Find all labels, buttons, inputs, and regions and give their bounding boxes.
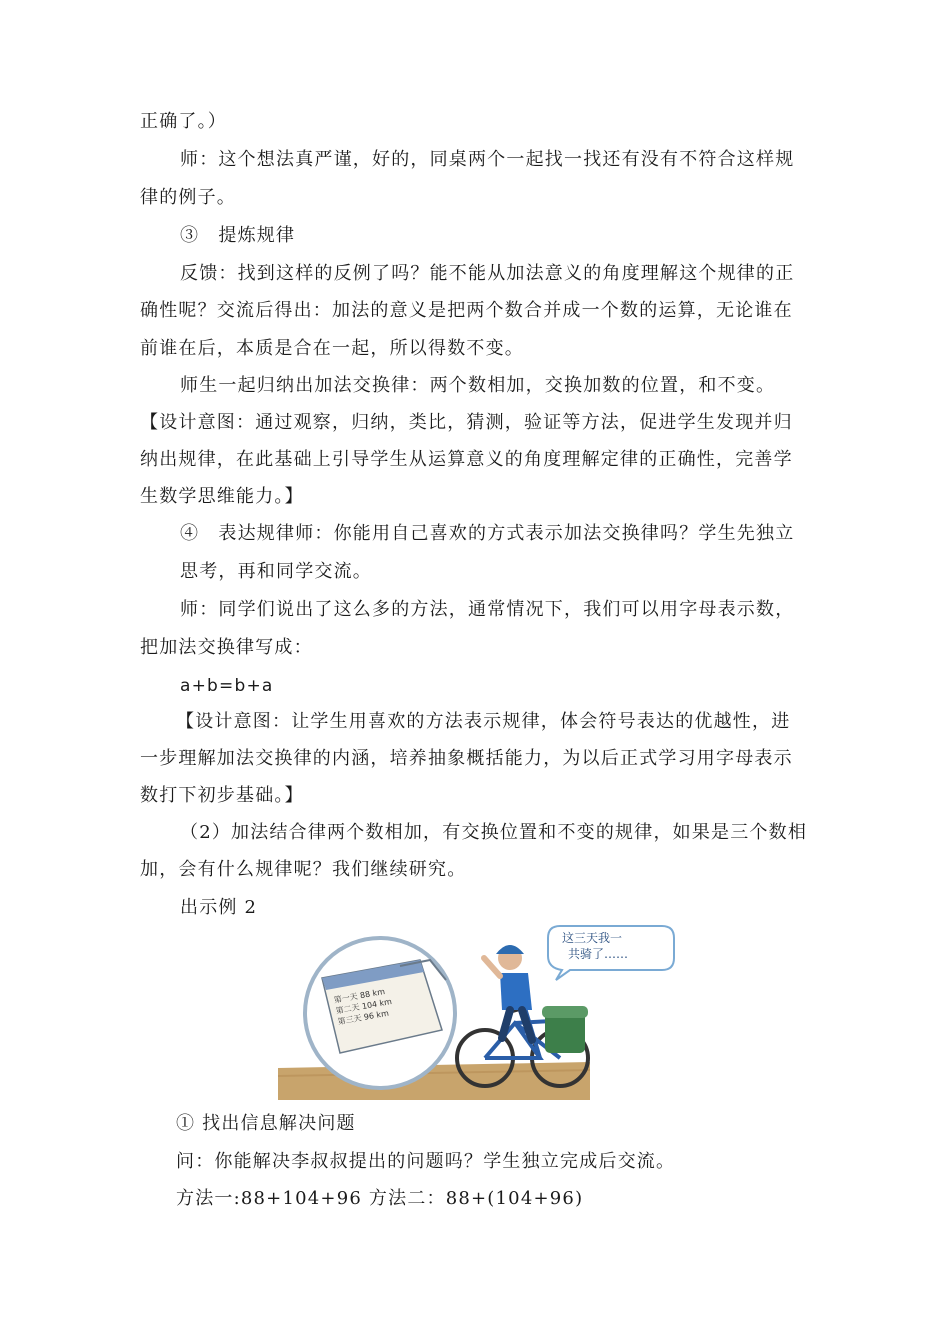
text-line: 反馈：找到这样的反例了吗？能不能从加法意义的角度理解这个规律的正 (180, 263, 795, 284)
text-line: 把加法交换律写成： (140, 637, 313, 658)
formula: a+b=b+a (180, 676, 274, 696)
method-line: 方法一:88+104+96 方法二：88+(104+96) (176, 1188, 584, 1209)
table-row: 第三天 96 km (336, 1008, 390, 1027)
text-line: 律的例子。 (140, 187, 236, 208)
speech-bubble (562, 930, 672, 962)
text-line: 数打下初步基础。】 (140, 785, 304, 806)
example-label: 出示例 2 (180, 897, 258, 918)
text-line: 问：你能解决李叔叔提出的问题吗？学生独立完成后交流。 (176, 1151, 676, 1172)
text-line: 师生一起归纳出加法交换律：两个数相加，交换加数的位置，和不变。 (180, 375, 776, 396)
text-line: 思考，再和同学交流。 (180, 561, 372, 582)
text-line: 师：同学们说出了这么多的方法，通常情况下，我们可以用字母表示数， (180, 599, 795, 620)
text-line: 生数学思维能力。】 (140, 486, 304, 507)
text-line: 正确了。） (140, 111, 227, 132)
text-line: ④ 表达规律师：你能用自己喜欢的方式表示加法交换律吗？学生先独立 (180, 523, 795, 544)
text-line: 一步理解加法交换律的内涵，培养抽象概括能力，为以后正式学习用字母表示 (140, 748, 793, 769)
design-intent-block: 【设计意图：让学生用喜欢的方法表示规律，体会符号表达的优越性，进 (176, 711, 791, 732)
text-line: 师：这个想法真严谨，好的，同桌两个一起找一找还有没有不符合这样规 (180, 149, 795, 170)
text-line: 前谁在后，本质是合在一起，所以得数不变。 (140, 338, 524, 359)
design-intent-block: 【设计意图：通过观察，归纳，类比，猜测，验证等方法，促进学生发现并归 (140, 412, 793, 433)
speech-line: 共骑了…… (568, 947, 629, 961)
text-line: ③ 提炼规律 (180, 225, 296, 246)
speech-line: 这三天我一 (562, 931, 623, 945)
text-line: 纳出规律，在此基础上引导学生从运算意义的角度理解定律的正确性，完善学 (140, 449, 793, 470)
text-line: ① 找出信息解决问题 (176, 1113, 356, 1134)
section-heading: （2）加法结合律两个数相加，有交换位置和不变的规律，如果是三个数相 (180, 822, 808, 843)
table-row: 第一天 88 km (333, 987, 386, 1005)
text-line: 确性呢？交流后得出：加法的意义是把两个数合并成一个数的运算，无论谁在 (140, 300, 793, 321)
table-row: 第二天 104 km (335, 996, 393, 1016)
text-line: 加，会有什么规律呢？我们继续研究。 (140, 859, 467, 880)
